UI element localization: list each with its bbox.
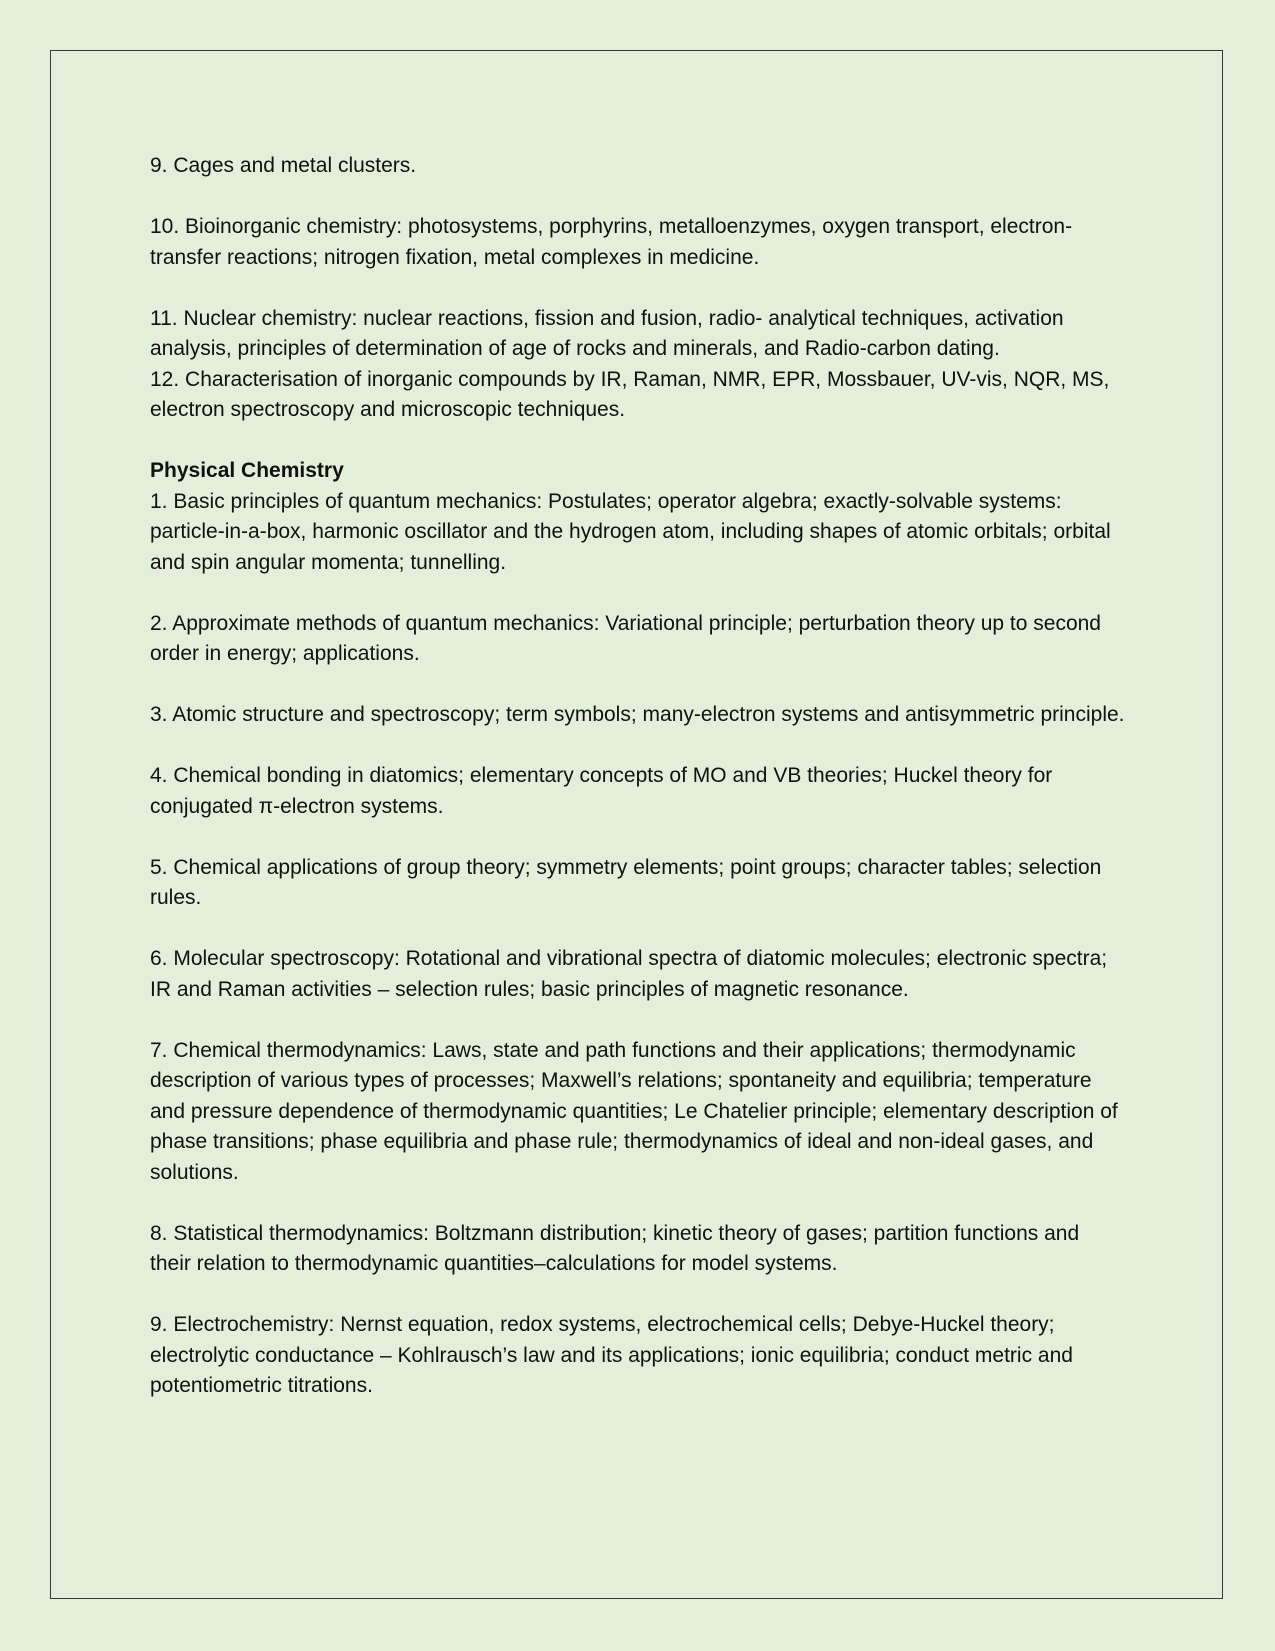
document-content [150, 151, 1125, 1402]
list-item-cages-metal-clusters: 9. Cages and metal clusters. [150, 154, 417, 177]
list-item-chemical-thermodynamics: 7. Chemical thermodynamics: Laws, state and path functions and their applications; thermodynamic description of various types of processes; Maxwell’s relations; spontaneity and equilibria; temperature and pressure dependence of thermodynamic quantities; Le Chatelier principle; elementary description of phase transitions; phase equilibria and phase rule; thermodynamics of ideal and non-ideal gases, and solutions. [150, 1038, 1118, 1184]
list-item-atomic-structure: 3. Atomic structure and spectroscopy; term symbols; many-electron systems and antisymmetric principle. [150, 703, 1125, 726]
list-item-quantum-mechanics: 1. Basic principles of quantum mechanics: Postulates; operator algebra; exactly-solvable systems: particle-in-a-box, harmonic oscillator and the hydrogen atom, including shapes of atomic orbitals; orbital and spin angular momenta; tunnelling. [150, 489, 1111, 574]
list-item-chemical-bonding: 4. Chemical bonding in diatomics; elementary concepts of MO and VB theories; Huckel theory for conjugated π-electron systems. [150, 764, 1053, 818]
list-item-group-theory: 5. Chemical applications of group theory; symmetry elements; point groups; character tables; selection rules. [150, 855, 1102, 909]
list-item-bioinorganic-chemistry: 10. Bioinorganic chemistry: photosystems, porphyrins, metalloenzymes, oxygen transport, electron-transfer reactions; nitrogen fixation, metal complexes in medicine. [150, 215, 1073, 269]
list-item-statistical-thermodynamics: 8. Statistical thermodynamics: Boltzmann distribution; kinetic theory of gases; partition functions and their relation to thermodynamic quantities–calculations for model systems. [150, 1221, 1080, 1275]
list-item-electrochemistry: 9. Electrochemistry: Nernst equation, redox systems, electrochemical cells; Debye-Huckel theory; electrolytic conductance – Kohlrausch’s law and its applications; ionic equilibria; conduct metric and potentiometric titrations. [150, 1313, 1073, 1397]
section-heading-physical-chemistry: Physical Chemistry [150, 459, 344, 482]
list-item-characterisation: 12. Characterisation of inorganic compounds by IR, Raman, NMR, EPR, Mossbauer, UV-vis, NQR, MS, electron spectroscopy and microscopic techniques. [150, 367, 1110, 421]
list-item-nuclear-chemistry: 11. Nuclear chemistry: nuclear reactions, fission and fusion, radio- analytical techniques, activation analysis, principles of determination of age of rocks and minerals, and Radio-carbon dating. [150, 306, 1064, 360]
list-item-approximate-methods: 2. Approximate methods of quantum mechanics: Variational principle; perturbation theory up to second order in energy; applications. [150, 611, 1101, 665]
list-item-molecular-spectroscopy: 6. Molecular spectroscopy: Rotational and vibrational spectra of diatomic molecules; electronic spectra; IR and Raman activities – selection rules; basic principles of magnetic resonance. [150, 947, 1108, 1001]
